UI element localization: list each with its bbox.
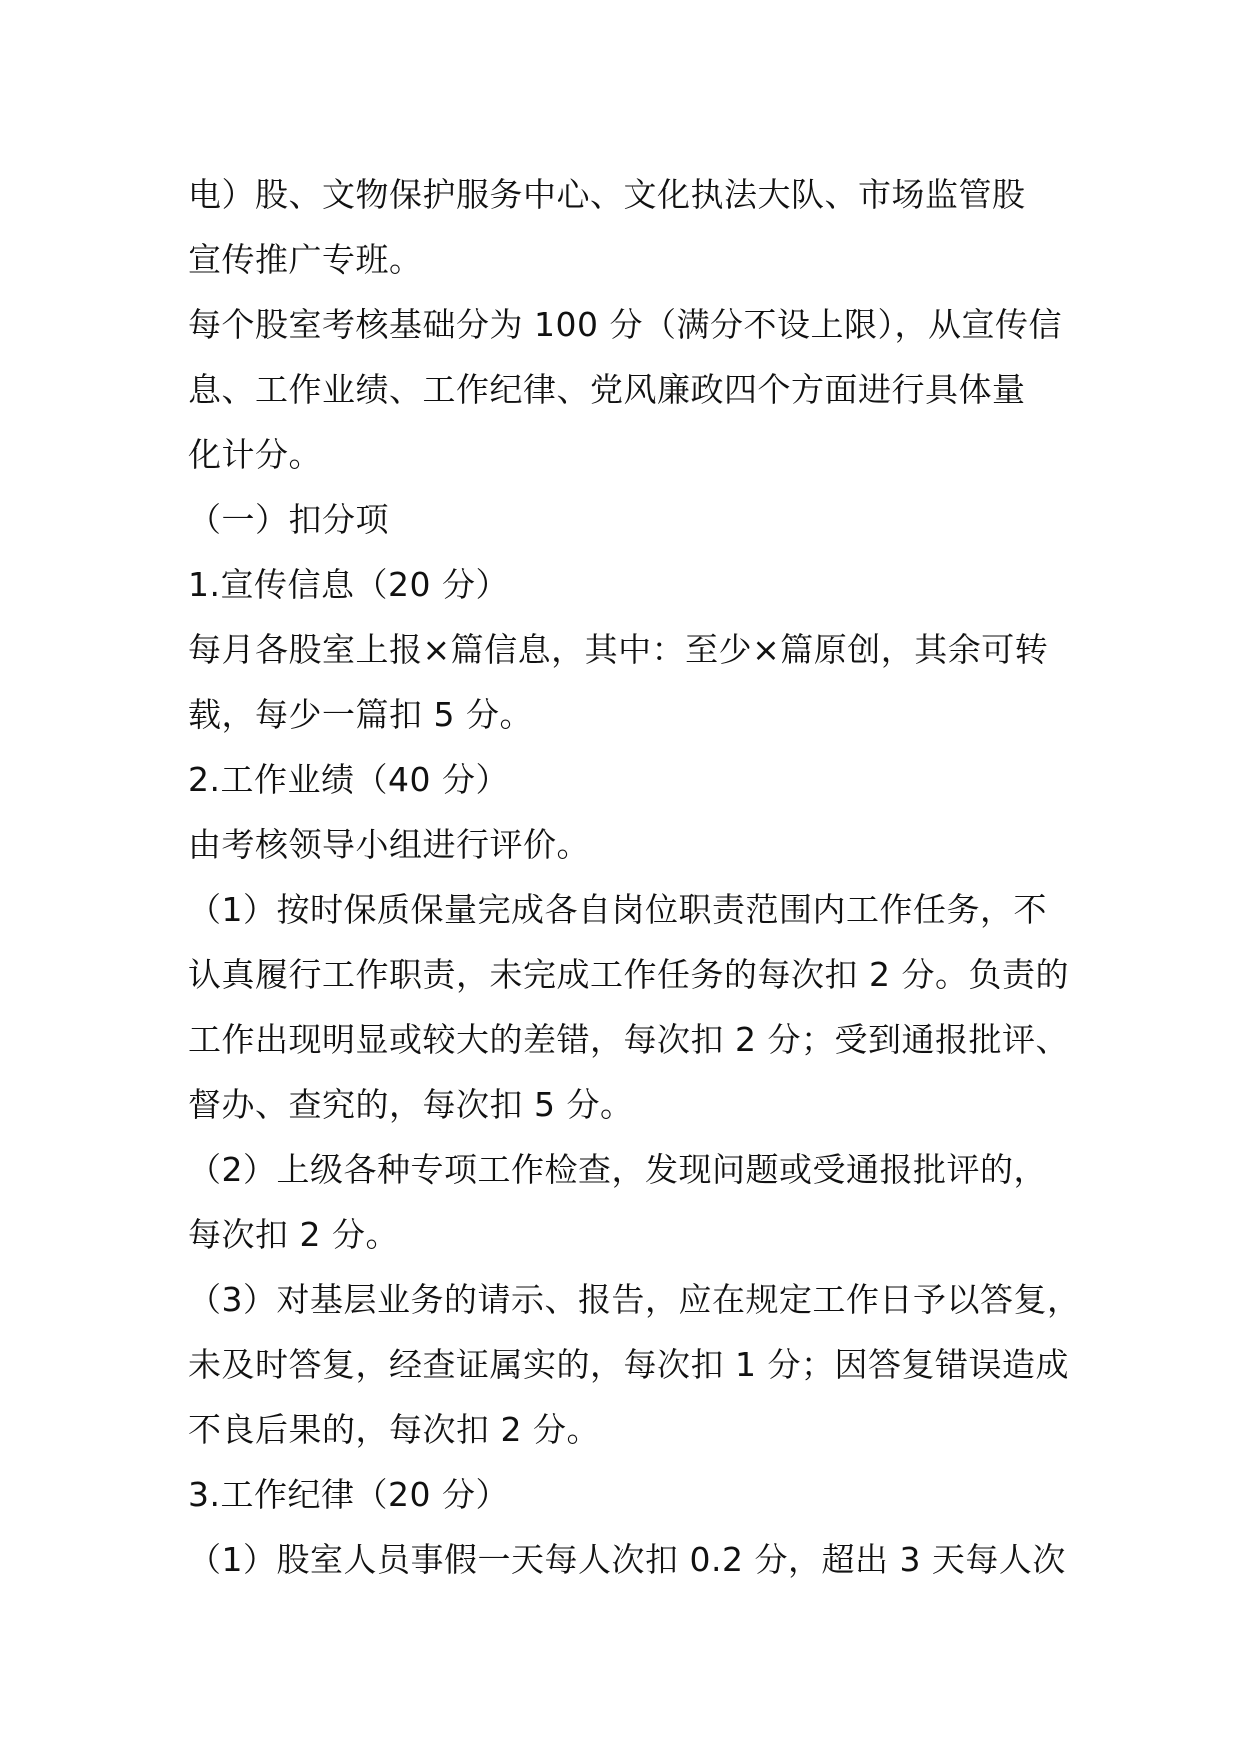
text-line: 督办、查究的，每次扣 5 分。: [188, 1085, 634, 1124]
text-line: 每个股室考核基础分为 100 分（满分不设上限），从宣传信: [188, 305, 1062, 344]
subsection-heading: 2.工作业绩（40 分）: [188, 760, 509, 799]
subsection-heading: 3.工作纪律（20 分）: [188, 1475, 509, 1514]
text-line: 工作出现明显或较大的差错，每次扣 2 分；受到通报批评、: [188, 1020, 1069, 1059]
document-body: [188, 162, 1088, 1592]
text-line: （1）按时保质保量完成各自岗位职责范围内工作任务，不: [188, 890, 1047, 929]
section-heading: （一）扣分项: [188, 500, 389, 539]
text-line: 化计分。: [188, 435, 322, 474]
text-line: 宣传推广专班。: [188, 240, 423, 279]
text-line: 每次扣 2 分。: [188, 1215, 399, 1254]
text-line: 认真履行工作职责，未完成工作任务的每次扣 2 分。负责的: [188, 955, 1069, 994]
text-line: 未及时答复，经查证属实的，每次扣 1 分；因答复错误造成: [188, 1345, 1069, 1384]
text-line: 每月各股室上报×篇信息，其中：至少×篇原创，其余可转: [188, 630, 1049, 669]
text-line: 由考核领导小组进行评价。: [188, 825, 590, 864]
text-line: （3）对基层业务的请示、报告，应在规定工作日予以答复，: [188, 1280, 1081, 1319]
subsection-heading: 1.宣传信息（20 分）: [188, 565, 509, 604]
text-line: （1）股室人员事假一天每人次扣 0.2 分，超出 3 天每人次: [188, 1540, 1066, 1579]
text-line: 载，每少一篇扣 5 分。: [188, 695, 533, 734]
text-line: 电）股、文物保护服务中心、文化执法大队、市场监管股: [188, 175, 1026, 214]
text-line: 不良后果的，每次扣 2 分。: [188, 1410, 600, 1449]
text-line: 息、工作业绩、工作纪律、党风廉政四个方面进行具体量: [188, 370, 1026, 409]
text-line: （2）上级各种专项工作检查，发现问题或受通报批评的，: [188, 1150, 1047, 1189]
